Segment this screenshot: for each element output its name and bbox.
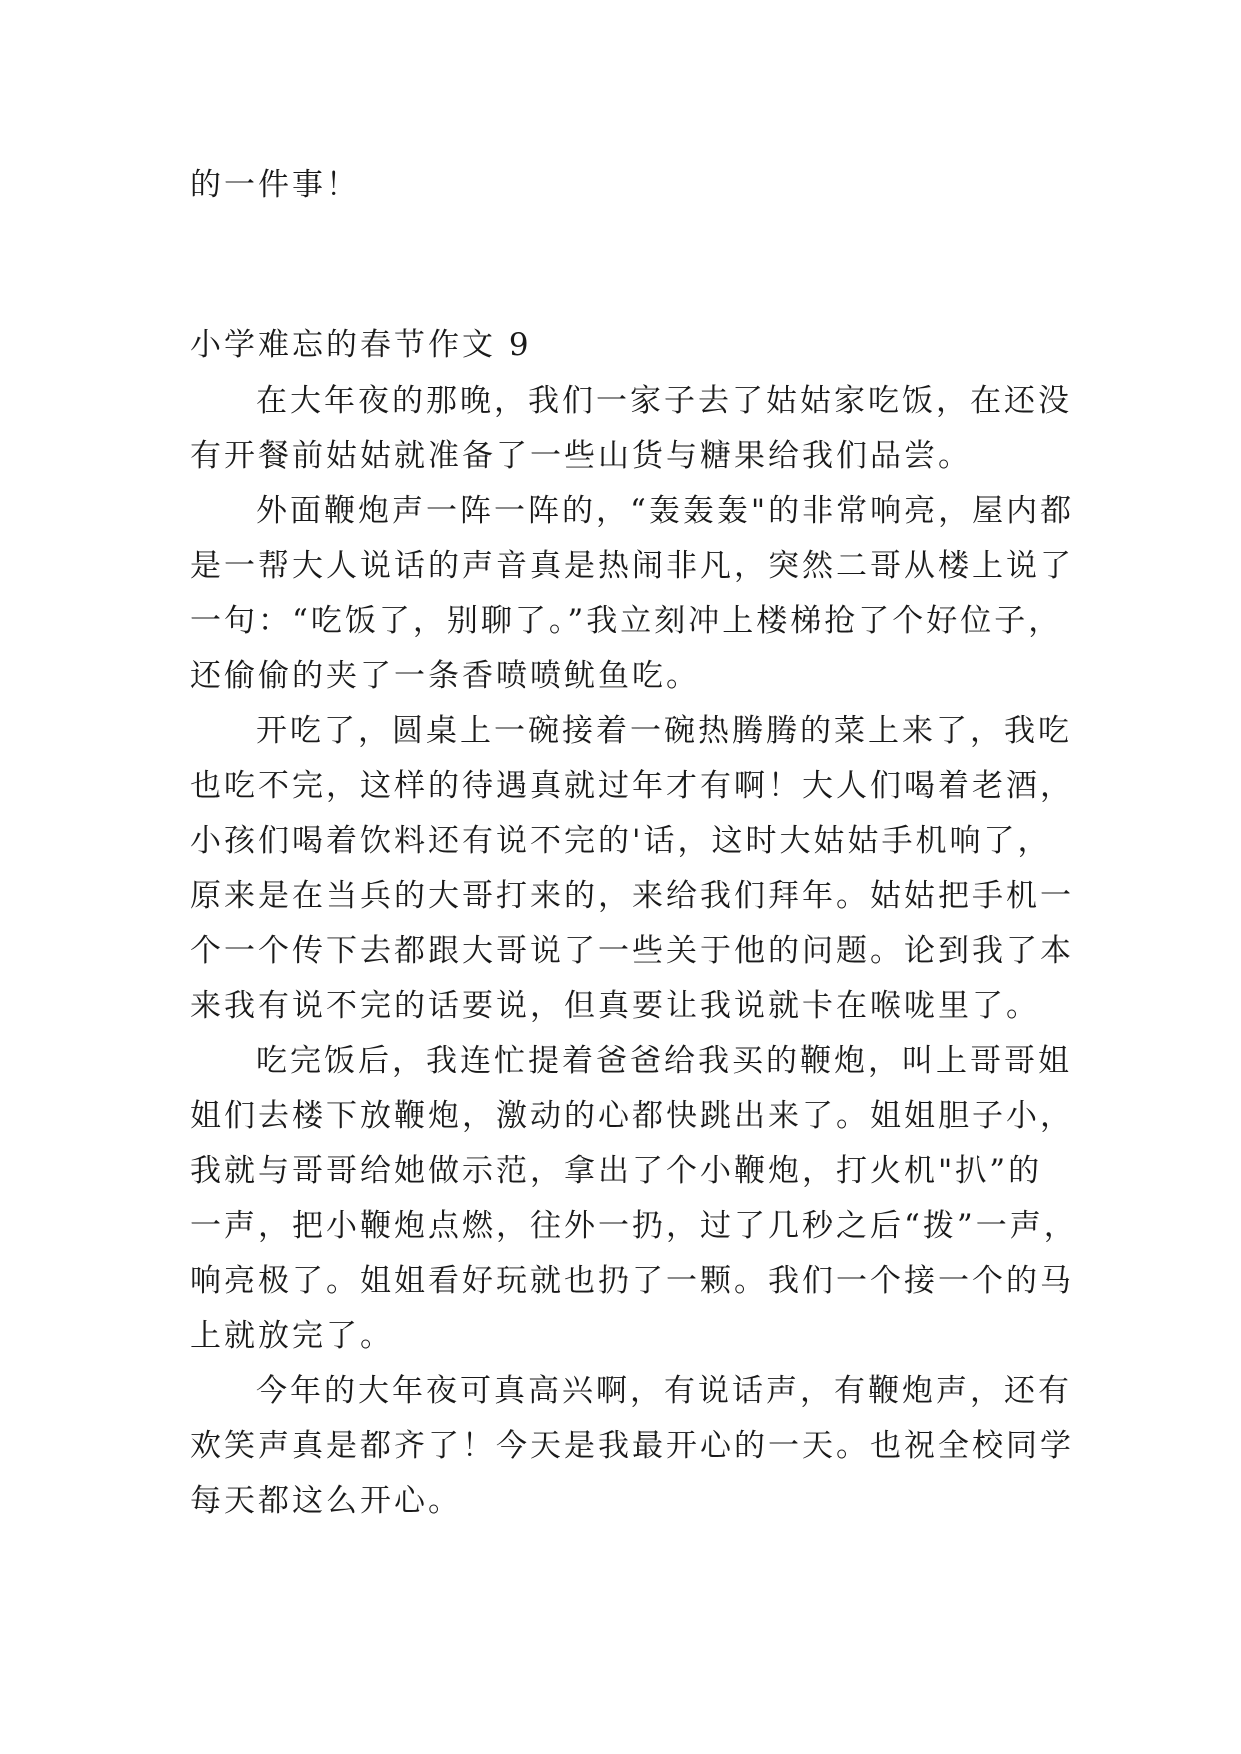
body-line: 响亮极了。姐姐看好玩就也扔了一颗。我们一个接一个的马 (190, 1263, 1074, 1299)
body-line: 也吃不完，这样的待遇真就过年才有啊！大人们喝着老酒， (190, 768, 1074, 804)
body-line: 我就与哥哥给她做示范，拿出了个小鞭炮，打火机"扒”的 (190, 1153, 1043, 1189)
body-line: 每天都这么开心。 (190, 1483, 462, 1519)
body-line: 原来是在当兵的大哥打来的，来给我们拜年。姑姑把手机一 (190, 878, 1074, 914)
body-line: 今年的大年夜可真高兴啊，有说话声，有鞭炮声，还有 (256, 1373, 1072, 1409)
lead-text (190, 158, 1070, 213)
body-line: 外面鞭炮声一阵一阵的，“轰轰轰"的非常响亮，屋内都 (256, 493, 1075, 529)
essay-title-block (190, 318, 1070, 373)
body-line: 一声，把小鞭炮点燃，往外一扔，过了几秒之后“拨”一声， (190, 1208, 1078, 1244)
essay-body (190, 374, 1078, 1529)
body-line: 上就放完了。 (190, 1318, 394, 1354)
essay-title: 小学难忘的春节作文 9 (190, 327, 532, 363)
body-line: 来我有说不完的话要说，但真要让我说就卡在喉咙里了。 (190, 988, 1040, 1024)
lead-line: 的一件事！ (190, 167, 360, 203)
body-line: 个一个传下去都跟大哥说了一些关于他的问题。论到我了本 (190, 933, 1074, 969)
body-line: 一句：“吃饭了，别聊了。”我立刻冲上楼梯抢了个好位子， (190, 603, 1063, 639)
body-line: 吃完饭后，我连忙提着爸爸给我买的鞭炮，叫上哥哥姐 (256, 1043, 1072, 1079)
body-line: 姐们去楼下放鞭炮，激动的心都快跳出来了。姐姐胆子小， (190, 1098, 1074, 1134)
body-line: 在大年夜的那晚，我们一家子去了姑姑家吃饭，在还没 (256, 383, 1072, 419)
body-line: 是一帮大人说话的声音真是热闹非凡，突然二哥从楼上说了 (190, 548, 1074, 584)
body-line: 欢笑声真是都齐了！今天是我最开心的一天。也祝全校同学 (190, 1428, 1074, 1464)
body-line: 小孩们喝着饮料还有说不完的'话，这时大姑姑手机响了， (190, 823, 1052, 859)
body-line: 还偷偷的夹了一条香喷喷鱿鱼吃。 (190, 658, 700, 694)
body-line: 开吃了，圆桌上一碗接着一碗热腾腾的菜上来了，我吃 (256, 713, 1072, 749)
body-line: 有开餐前姑姑就准备了一些山货与糖果给我们品尝。 (190, 438, 972, 474)
